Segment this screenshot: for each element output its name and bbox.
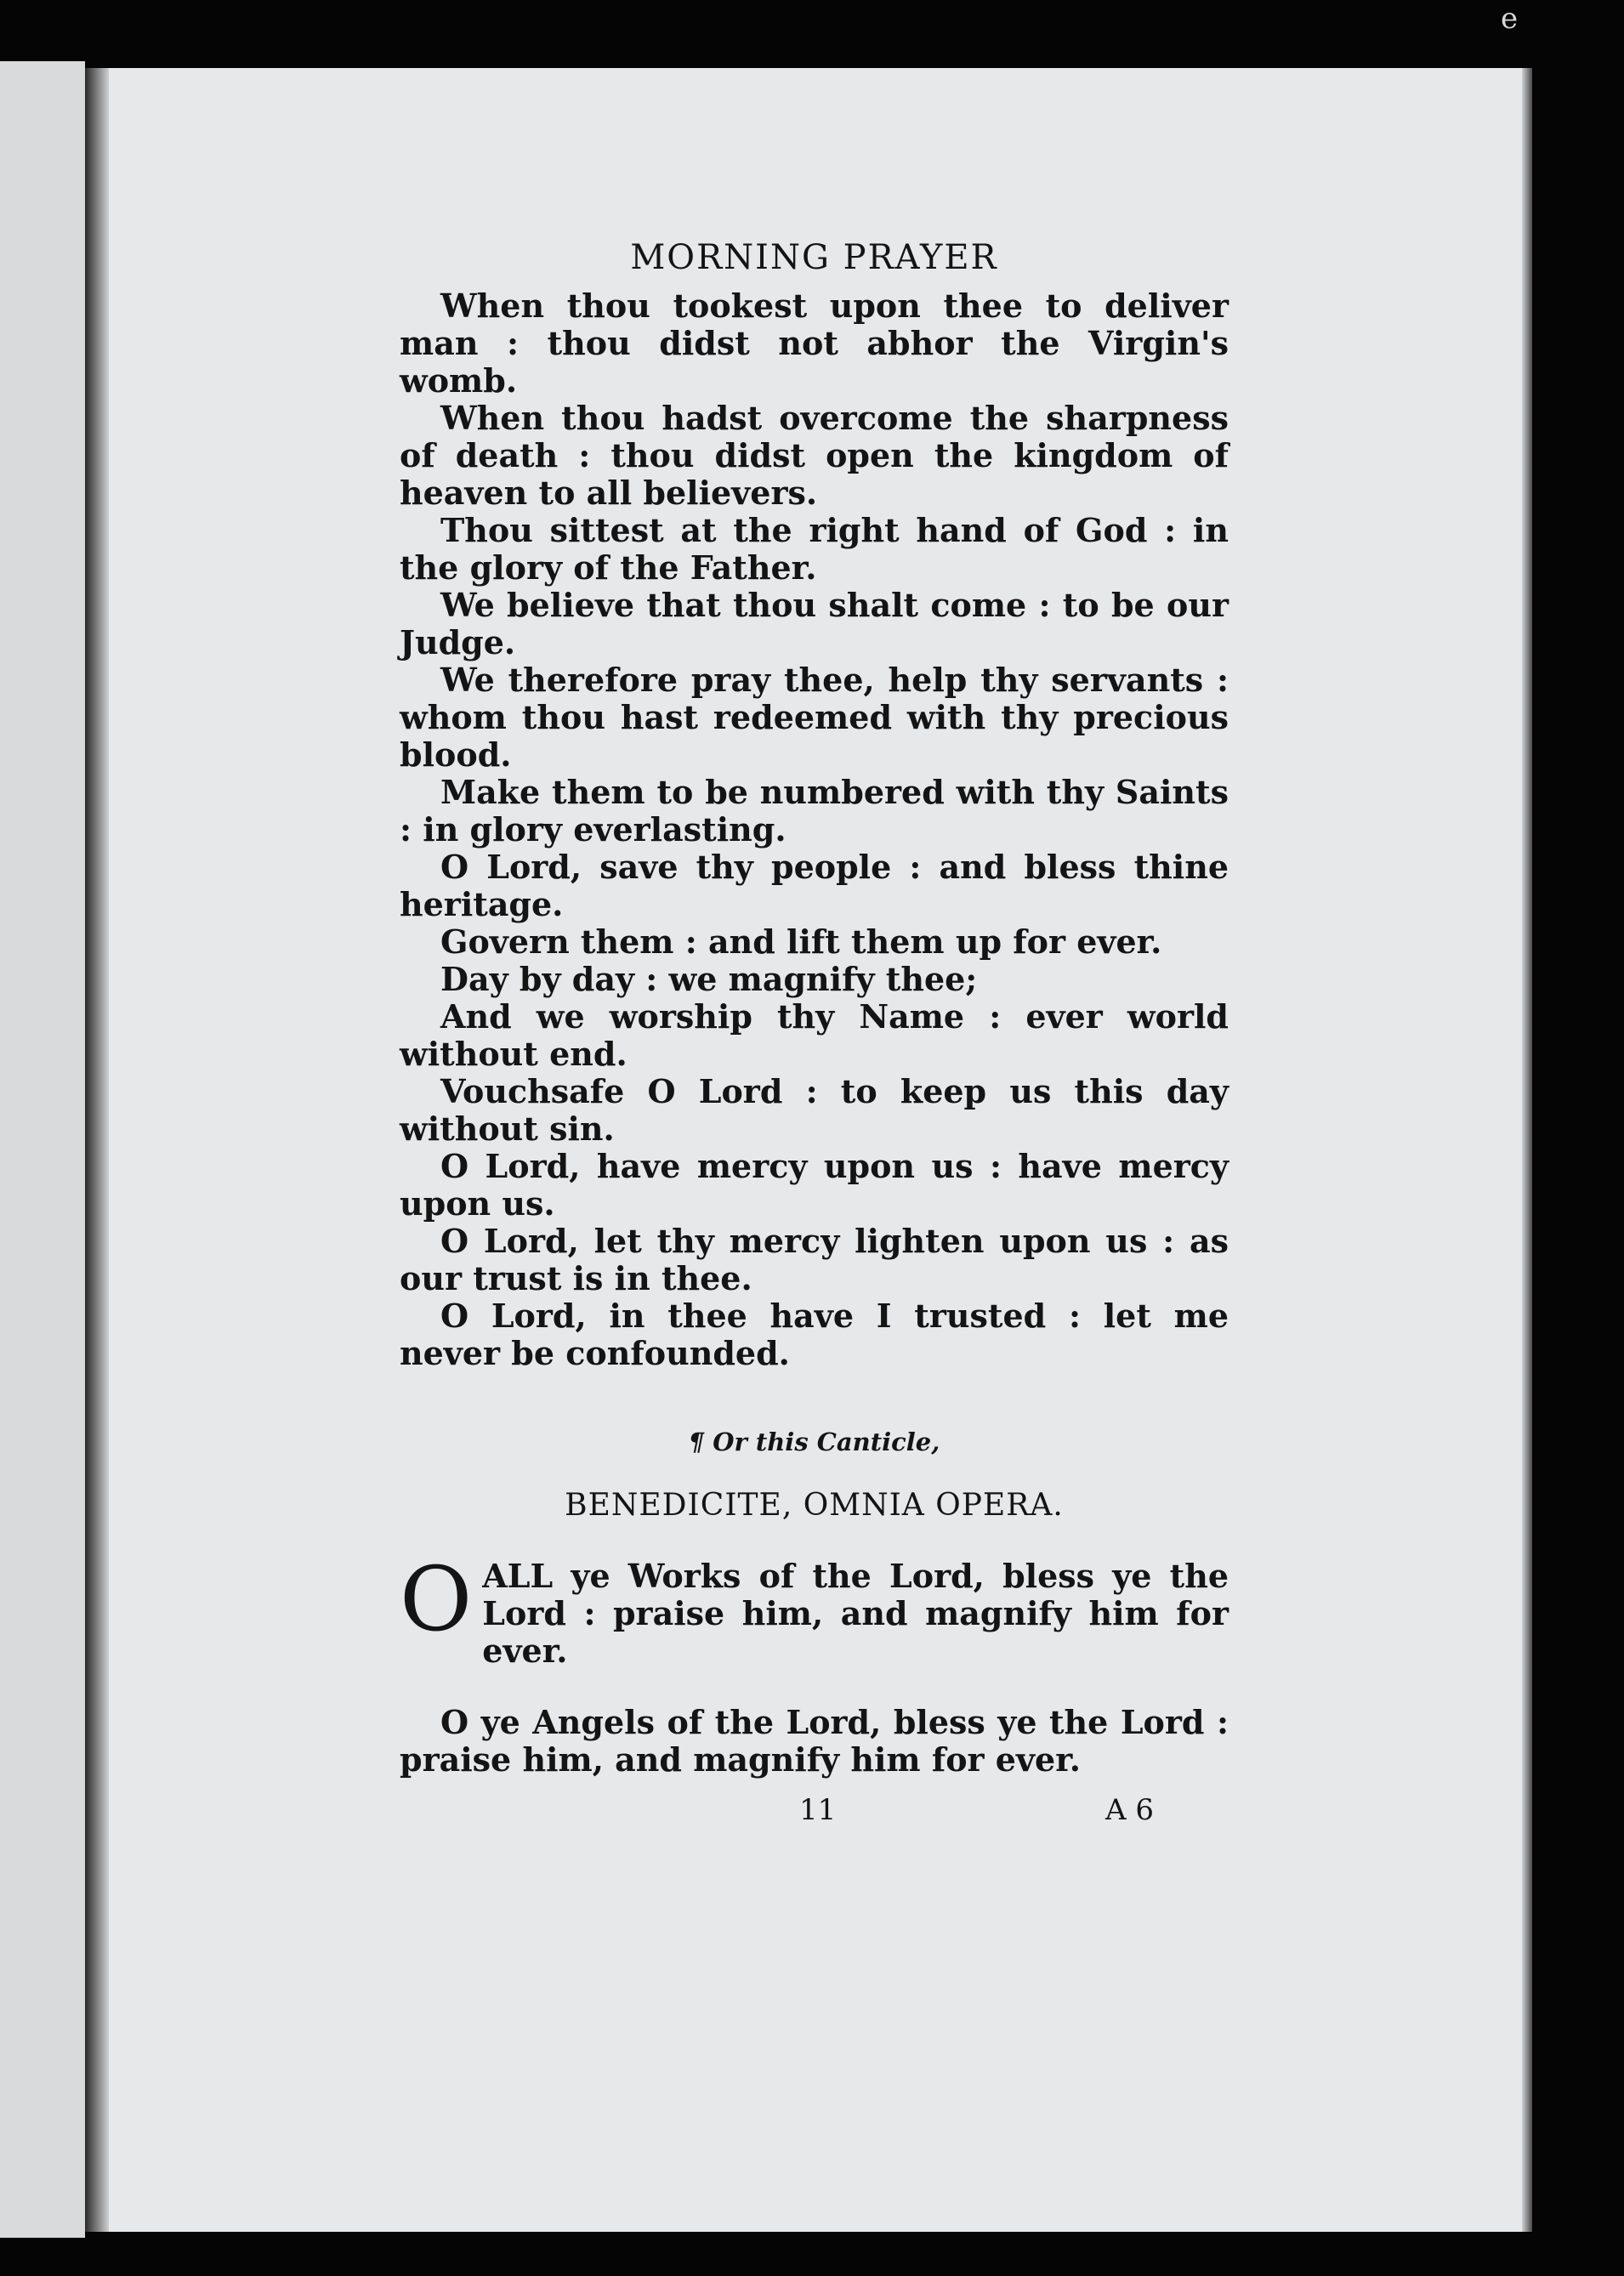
verse: When thou tookest upon thee to deliver man : thou didst not abhor the Virgin's womb. bbox=[400, 287, 1229, 400]
verse: We therefore pray thee, help thy servants : whom thou hast redeemed with thy precious blood. bbox=[400, 661, 1229, 774]
canticle-title: BENEDICITE, OMNIA OPERA. bbox=[565, 1488, 1064, 1523]
verse: And we worship thy Name : ever world without end. bbox=[400, 997, 1229, 1073]
verse: Vouchsafe O Lord : to keep us this day without sin. bbox=[400, 1072, 1229, 1148]
canticle-first-text: ALL ye Works of the Lord, bless ye the Lord : praise him, and magnify him for ever. bbox=[482, 1557, 1229, 1670]
rubric: ¶ Or this Canticle, bbox=[688, 1427, 940, 1456]
canticle-second-verse: O ye Angels of the Lord, bless ye the Lord : praise him, and magnify him for ever. bbox=[400, 1703, 1229, 1779]
page-content bbox=[400, 228, 1229, 1831]
signature-mark: A 6 bbox=[1105, 1793, 1154, 1827]
verse: When thou hadst overcome the sharpness of death : thou didst open the kingdom of heaven to all believers. bbox=[400, 399, 1229, 512]
verse: O Lord, have mercy upon us : have mercy upon us. bbox=[400, 1147, 1229, 1223]
facing-page-edge bbox=[0, 61, 85, 2238]
drop-cap: O bbox=[400, 1547, 473, 1651]
verse: Make them to be numbered with thy Saints : in glory everlasting. bbox=[400, 773, 1229, 849]
verse: O Lord, in thee have I trusted : let me never be confounded. bbox=[400, 1297, 1229, 1372]
corner-mark: e bbox=[1501, 2, 1519, 36]
verse: Day by day : we magnify thee; bbox=[440, 960, 978, 998]
running-head: MORNING PRAYER bbox=[630, 238, 998, 277]
verse: O Lord, let thy mercy lighten upon us : as our trust is in thee. bbox=[400, 1222, 1229, 1297]
page-right-shadow bbox=[1522, 68, 1532, 2232]
verse: We believe that thou shalt come : to be our Judge. bbox=[400, 586, 1229, 661]
verse: Govern them : and lift them up for ever. bbox=[440, 922, 1162, 961]
verse: O Lord, save thy people : and bless thine heritage. bbox=[400, 848, 1229, 923]
canticle-first-verse bbox=[400, 1547, 1229, 1670]
page-footer bbox=[400, 1789, 1229, 1831]
page-number: 11 bbox=[799, 1793, 837, 1827]
page-gutter-shadow bbox=[85, 68, 109, 2232]
verse: Thou sittest at the right hand of God : in the glory of the Father. bbox=[400, 511, 1229, 587]
